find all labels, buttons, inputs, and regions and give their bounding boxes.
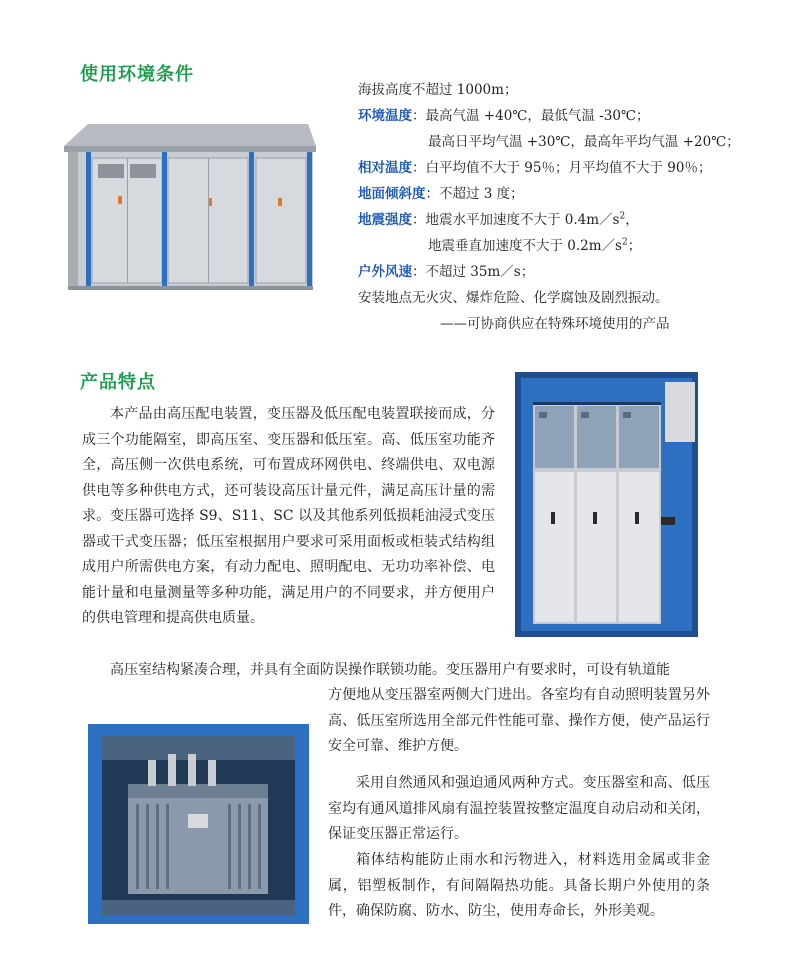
env-line-seismic-horizontal: 地震强度：地震水平加速度不大于 $0.4m/s^2$， — [358, 211, 639, 228]
env-line-seismic-vertical: 地震垂直加速度不大于 $0.2m/s^2$； — [428, 237, 642, 254]
env-line-altitude: 海拔高度不超过 1000m； — [358, 82, 518, 98]
label-humidity: 相对温度 — [358, 160, 412, 176]
features-paragraph-1: 本产品由高压配电装置，变压器及低压配电装置联接而成，分成三个功能隔室，即高压室、变压器和低压室。高、低压室功能齐全，高压侧一次供电系统，可布置成环网供电、终端供电、双电源供电等多种供电方式，还可装设高压计量元件，满足高压计量的需求。变压器可选择 S9、S11、SC 以及其他系列低损耗油浸式变压器或干式变压器；低压室根据用户要求可采用面板或柜装式结构组成用户所需供电方案，有动力配电、照明配电、无功功率补偿、电能计量和电量测量等多种功能，满足用户的不同要求，并方便用户的供电管理和提高供电质量。 — [82, 406, 495, 626]
env-line-daily-temperature: 最高日平均气温 +30℃，最高年平均气温 +20℃； — [428, 134, 740, 150]
label-slope: 地面倾斜度 — [358, 186, 426, 202]
env-line-wind: 户外风速：不超过 35m／s； — [358, 264, 535, 280]
features-paragraph-2-lead: 高压室结构紧凑合理，并具有全面防误操作联锁功能。变压器用户有要求时，可设有轨道能 — [110, 662, 670, 678]
features-paragraph-4: 箱体结构能防止雨水和污物进入，材料选用金属或非金属，铝塑板制作，有间隔隔热功能。具备长期户外使用的条件，确保防腐、防水、防尘，使用寿命长，外形美观。 — [328, 852, 710, 919]
env-line-site: 安装地点无火灾、爆炸危险、化学腐蚀及剧烈振动。 — [358, 290, 669, 306]
features-paragraph-3: 采用自然通风和强迫通风两种方式。变压器室和高、低压室均有通风道排风扇有温控装置按整定温度自动启动和关闭，保证变压器正常运行。 — [328, 775, 710, 842]
substation-exterior-image — [58, 118, 320, 298]
env-line-special: ——可协商供应在特殊环境使用的产品 — [440, 316, 670, 332]
label-wind: 户外风速 — [358, 264, 412, 280]
section-heading-features: 产品特点 — [80, 372, 156, 393]
section-heading-environment: 使用环境条件 — [80, 64, 194, 85]
env-line-slope: 地面倾斜度：不超过 3 度； — [358, 186, 524, 202]
features-paragraph-2-rest: 方便地从变压器室两侧大门进出。各室均有自动照明装置另外高、低压室所选用全部元件性能可靠、操作方便，使产品运行安全可靠、维护方便。 — [328, 687, 710, 754]
label-temperature: 环境温度 — [358, 108, 412, 124]
transformer-room-image — [88, 724, 309, 924]
switchgear-panel-image — [515, 372, 698, 637]
env-line-humidity: 相对温度：白平均值不大于 95％；月平均值不大于 90％； — [358, 160, 712, 176]
env-line-temperature: 环境温度：最高气温 +40℃，最低气温 -30℃； — [358, 108, 650, 124]
label-seismic: 地震强度 — [358, 212, 412, 228]
